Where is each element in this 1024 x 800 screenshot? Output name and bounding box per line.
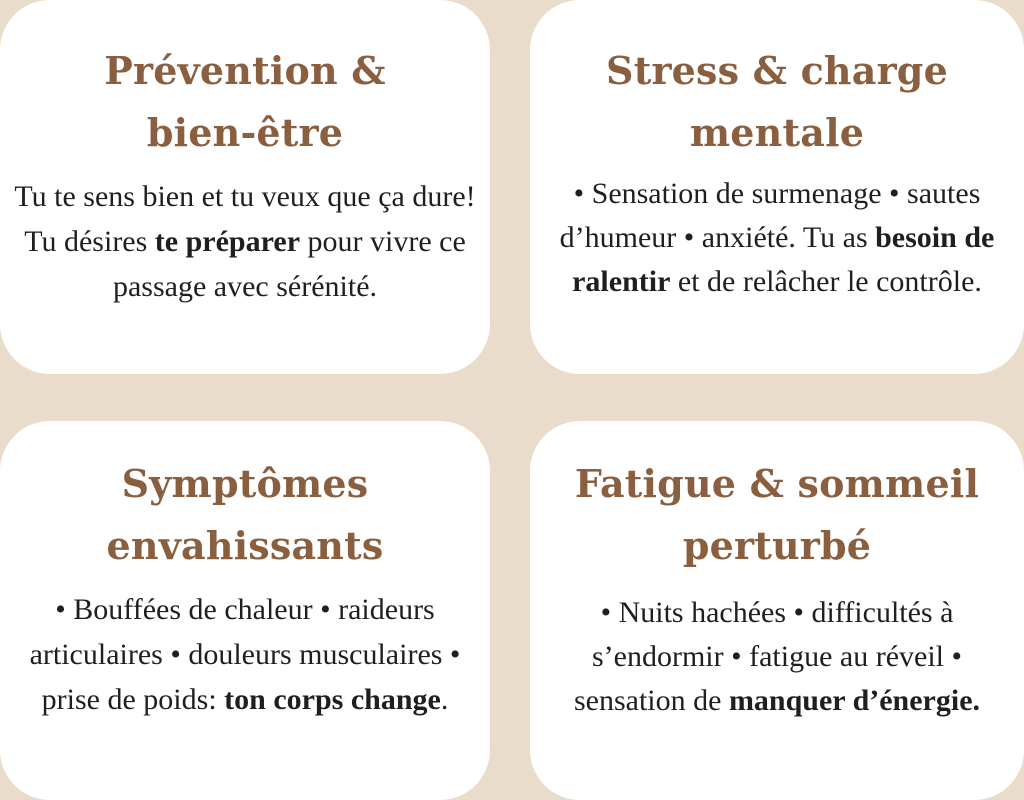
card-body: • Nuits hachées • difficultés à s’endormir • fatigue au réveil • sensation de manquer d’énergie. — [573, 596, 981, 717]
card-body: • Sensation de surmenage • sautes d’humeur • anxiété. Tu as besoin de ralentir et de relâcher le contrôle. — [559, 177, 995, 298]
card-fatigue-sommeil-perturbe — [530, 421, 1024, 800]
card-title: Prévention & bien-être — [104, 48, 386, 155]
card-title: Fatigue & sommeil perturbé — [574, 461, 980, 568]
card-body: Tu te sens bien et tu veux que ça dure! Tu désires te préparer pour vivre ce passage avec sérénité. — [14, 180, 476, 303]
card-symptomes-envahissants — [0, 421, 490, 800]
card-title: Stress & charge mentale — [606, 48, 948, 155]
card-title: Symptômes envahissants — [106, 461, 384, 568]
card-body: • Bouffées de chaleur • raideurs articulaires • douleurs musculaires • prise de poids: ton corps change. — [29, 593, 461, 716]
card-stress-charge-mentale — [530, 0, 1024, 374]
card-prevention-bien-etre — [0, 0, 490, 374]
